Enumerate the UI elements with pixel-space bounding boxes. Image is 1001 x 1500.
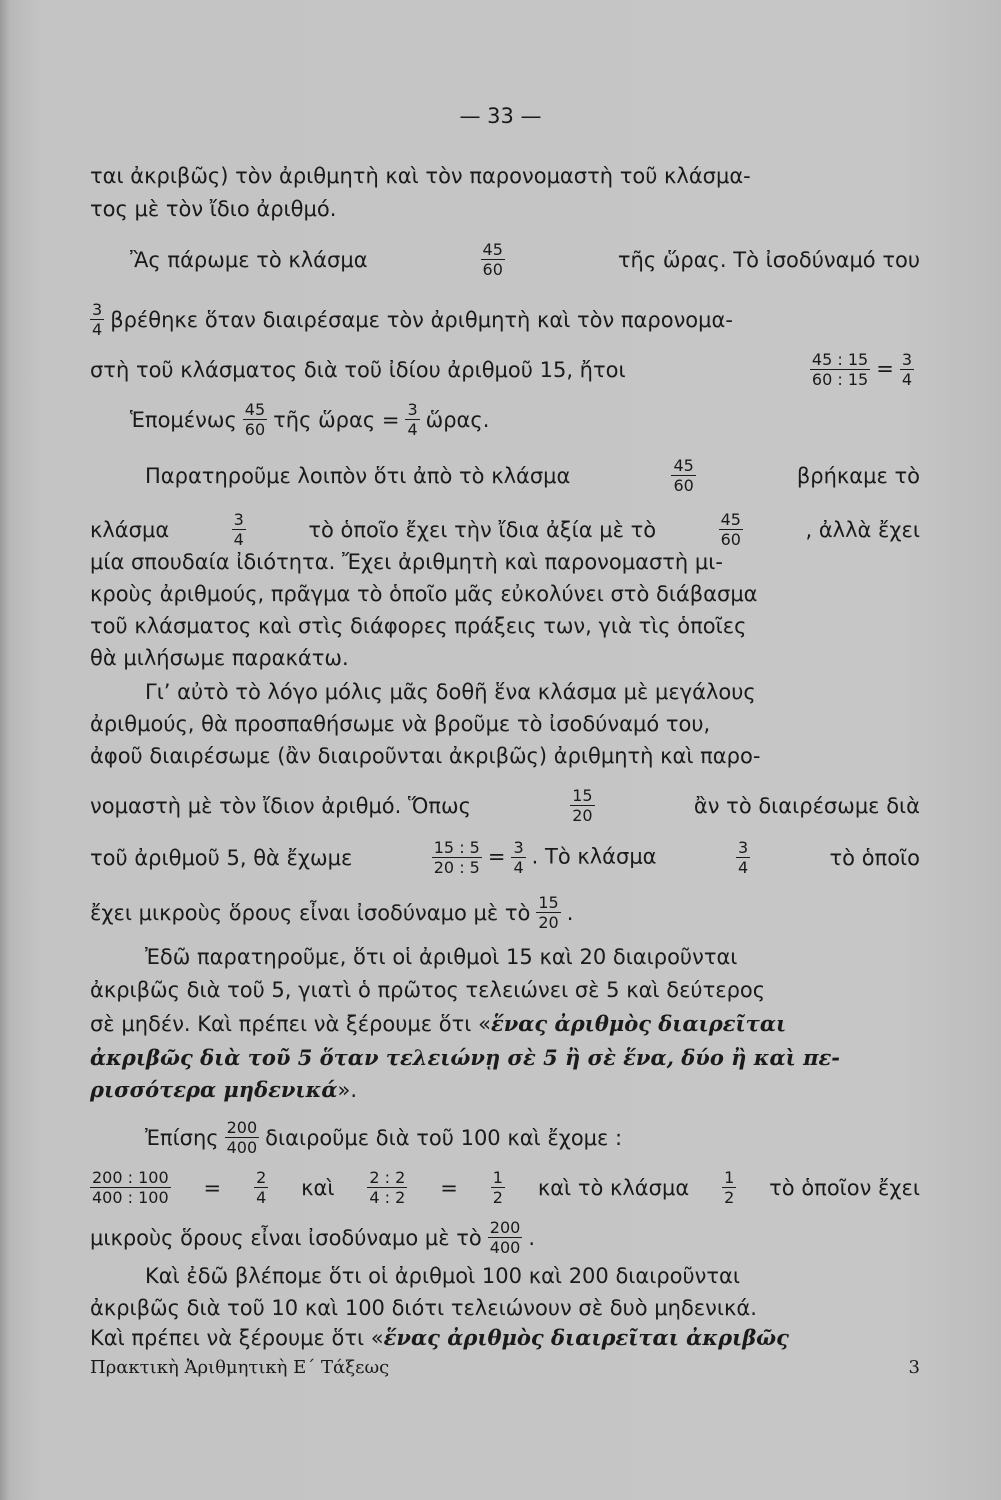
text-line: ρισσότερα μηδενικά ». <box>90 1077 358 1102</box>
fraction: $\frac{1}{2}$ <box>492 1168 503 1207</box>
text-line: θὰ μιλήσωμε παρακάτω. <box>90 646 349 670</box>
text-line: Ἐπίσης $\frac{200}{400}$ διαιροῦμε διὰ τοῦ 100 καὶ ἔχομε : <box>145 1118 623 1157</box>
fraction: $\frac{1}{2}$ <box>724 1168 735 1207</box>
text-line: κροὺς ἀριθμούς, πρᾶγμα τὸ ὁποῖο μᾶς εὐκολύνει στὸ διάβασμα <box>90 582 758 606</box>
fraction: $\frac{3}{4}$ <box>901 350 912 389</box>
text-line: στὴ τοῦ κλάσματος διὰ τοῦ ἰδίου ἀριθμοῦ 15, ἤτοι $\frac{45 : 15}{60 : 15}$ = $\frac{3}{4}$ <box>90 350 912 389</box>
fraction: $\frac{45}{60}$ <box>720 510 741 549</box>
text-line: ἀφοῦ διαιρέσωμε (ἂν διαιροῦνται ἀκριβῶς) ἀριθμητὴ καὶ παρο- <box>90 744 761 768</box>
text-line: Καὶ πρέπει νὰ ξέρουμε ὅτι «ἕνας ἀριθμὸς διαιρεῖται ἀκριβῶς <box>90 1325 789 1350</box>
text-line: Γι’ αὐτὸ τὸ λόγο μόλις μᾶς δοθῆ ἕνα κλάσμα μὲ μεγάλους <box>145 680 756 704</box>
text-line: ἔχει μικροὺς ὅρους εἶναι ἰσοδύναμο μὲ τὸ $\frac{15}{20}$ . <box>90 893 574 932</box>
fraction: $\frac{45}{60}$ <box>482 240 503 279</box>
fraction: $\frac{2 : 2}{4 : 2}$ <box>369 1168 406 1207</box>
text-line: σὲ μηδέν. Καὶ πρέπει νὰ ξέρουμε ὅτι «ἕνας ἀριθμὸς διαιρεῖται <box>90 1011 787 1036</box>
fraction: $\frac{15}{20}$ <box>572 786 593 825</box>
text-line: Ἑπομένως $\frac{45}{60}$ τῆς ὥρας = $\frac{3}{4}$ ὥρας. <box>130 400 490 439</box>
fraction: $\frac{3}{4}$ <box>513 838 524 877</box>
text-line: ἀκριβῶς διὰ τοῦ 5 ὅταν τελειώνῃ σὲ 5 ἢ σὲ ἕνα, δύο ἢ καὶ πε- <box>90 1045 840 1070</box>
sheet-number: 3 <box>908 1357 920 1378</box>
fraction: $\frac{45 : 15}{60 : 15}$ <box>811 350 869 389</box>
fraction: $\frac{2}{4}$ <box>256 1168 267 1207</box>
fraction: $\frac{15}{20}$ <box>538 893 559 932</box>
fraction: $\frac{3}{4}$ <box>737 838 749 877</box>
text-line: τοῦ ἀριθμοῦ 5, θὰ ἔχωμε $\frac{15 : 5}{20 : 5}$ = $\frac{3}{4}$ . Τὸ κλάσμα $\frac{3}{4}$ τὸ ὁποῖο <box>90 838 920 877</box>
text-line: Παρατηροῦμε λοιπὸν ὅτι ἀπὸ τὸ κλάσμα $\frac{45}{60}$ βρήκαμε τὸ <box>145 456 920 495</box>
text-line: ἀριθμούς, θὰ προσπαθήσωμε νὰ βροῦμε τὸ ἰσοδύναμό του, <box>90 712 711 736</box>
text-line: $\frac{3}{4}$ βρέθηκε ὅταν διαιρέσαμε τὸν ἀριθμητὴ καὶ τὸν παρονομα- <box>92 300 733 339</box>
fraction: $\frac{3}{4}$ <box>407 400 418 439</box>
text-line: Ἐδῶ παρατηροῦμε, ὅτι οἱ ἀριθμοὶ 15 καὶ 20 διαιροῦνται <box>145 945 738 969</box>
text-line: κλάσμα $\frac{3}{4}$ τὸ ὁποῖο ἔχει τὴν ἴδια ἀξία μὲ τὸ $\frac{45}{60}$ , ἀλλὰ ἔχει <box>90 510 920 549</box>
text-line: Καὶ ἐδῶ βλέπομε ὅτι οἱ ἀριθμοὶ 100 καὶ 200 διαιροῦνται <box>145 1264 741 1288</box>
fraction: $\frac{200 : 100}{400 : 100}$ <box>92 1168 169 1207</box>
fraction: $\frac{3}{4}$ <box>92 300 103 339</box>
fraction: $\frac{15 : 5}{20 : 5}$ <box>433 838 480 877</box>
fraction: $\frac{200}{400}$ <box>489 1218 521 1257</box>
text-line: τοῦ κλάσματος καὶ στὶς διάφορες πράξεις των, γιὰ τὶς ὁποῖες <box>90 614 747 638</box>
fraction: $\frac{200}{400}$ <box>226 1118 258 1157</box>
fraction: $\frac{3}{4}$ <box>233 510 244 549</box>
fraction: $\frac{45}{60}$ <box>673 456 694 495</box>
text-line: ἀκριβῶς διὰ τοῦ 10 καὶ 100 διότι τελειώνουν σὲ δυὸ μηδενικά. <box>90 1296 757 1320</box>
text-line: ἀκριβῶς διὰ τοῦ 5, γιατὶ ὁ πρῶτος τελειώνει σὲ 5 καὶ δεύτερος <box>90 978 766 1002</box>
text-line: $\frac{200 : 100}{400 : 100}$ = $\frac{2}{4}$ καὶ $\frac{2 : 2}{4 : 2}$ = $\frac{1}{2}$ καὶ τὸ κλάσμα $\frac{1}{2}$ τὸ ὁποῖον ἔχει <box>92 1168 920 1207</box>
fraction: $\frac{45}{60}$ <box>244 400 266 439</box>
text-line: νομαστὴ μὲ τὸν ἴδιον ἀριθμό. Ὅπως $\frac{15}{20}$ ἂν τὸ διαιρέσωμε διὰ <box>90 786 920 825</box>
text-line: Ἂς πάρωμε τὸ κλάσμα $\frac{45}{60}$ τῆς ὥρας. Τὸ ἰσοδύναμό του <box>130 240 920 279</box>
text-line: μία σπουδαία ἰδιότητα. Ἔχει ἀριθμητὴ καὶ παρονομαστὴ μι- <box>90 550 723 574</box>
book-title: Πρακτικὴ Ἀριθμητικὴ Ε΄ Τάξεως <box>90 1357 390 1378</box>
page-number: — 33 — <box>459 104 542 128</box>
text-line: τος μὲ τὸν ἴδιο ἀριθμό. <box>90 197 337 221</box>
text-line: ται ἀκριβῶς) τὸν ἀριθμητὴ καὶ τὸν παρονομαστὴ τοῦ κλάσμα- <box>90 164 751 188</box>
text-line: μικροὺς ὅρους εἶναι ἰσοδύναμο μὲ τὸ $\frac{200}{400}$ . <box>90 1218 535 1257</box>
page-footer <box>90 1357 920 1378</box>
